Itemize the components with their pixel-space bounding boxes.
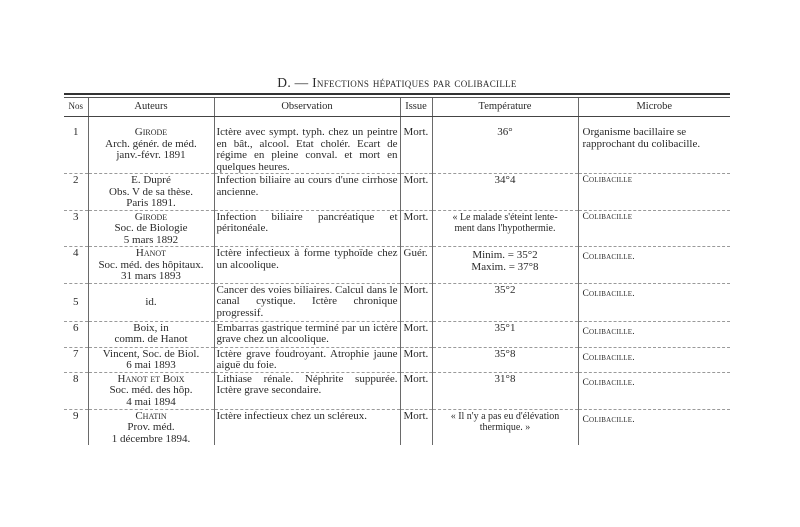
issue-cell: Guér.	[400, 247, 432, 284]
temperature-cell	[432, 321, 578, 347]
temperature-quote: « Il n'y a pas eu d'élévation	[450, 410, 560, 422]
col-header-auteurs: Auteurs	[88, 98, 214, 117]
row-number: 6	[64, 321, 88, 347]
auteurs-cell	[88, 210, 214, 247]
temperature-cell	[432, 409, 578, 445]
row-number: 8	[64, 372, 88, 409]
row-number: 7	[64, 347, 88, 372]
table-row	[64, 210, 730, 247]
table-row	[64, 247, 730, 284]
temperature-value: 35°1	[494, 321, 516, 334]
row-number: 2	[64, 174, 88, 211]
author-name: Hanot	[135, 247, 167, 259]
issue-cell: Mort.	[400, 283, 432, 321]
header-row	[64, 98, 730, 117]
microbe-cell: Colibacille.	[578, 247, 730, 284]
temperature-max: Maxim. = 37°8	[471, 260, 539, 273]
row-number: 3	[64, 210, 88, 247]
observation-cell: Ictère infectieux à forme typhoïde chez un alcoolique.	[214, 247, 400, 284]
author-date: 31 mars 1893	[121, 270, 181, 282]
temperature-cell	[432, 174, 578, 211]
microbe-cell: Colibacille.	[578, 347, 730, 372]
temperature-value: 36°	[497, 126, 513, 138]
issue-cell: Mort.	[400, 321, 432, 347]
microbe-cell: Colibacille.	[578, 321, 730, 347]
table-row	[64, 409, 730, 445]
temperature-cell	[432, 210, 578, 247]
microbe-text: Organisme bacillaire se rapprochant du colibacille.	[582, 126, 701, 150]
issue-cell: Mort.	[400, 409, 432, 445]
author-date: 4 mai 1894	[126, 395, 176, 408]
auteurs-cell	[88, 174, 214, 211]
auteurs-cell	[88, 347, 214, 372]
author-name: Chatin	[135, 409, 167, 422]
observation-cell: Ictère avec sympt. typh. chez un peintre en bât., alcool. Etat cholér. Ecart de régime en pleine conval. et mort en quelques heures.	[214, 117, 400, 174]
col-header-temperature: Température	[432, 98, 578, 117]
author-name: E. Dupré	[131, 174, 171, 186]
row-number: 9	[64, 409, 88, 445]
row-number: 1	[64, 117, 88, 174]
author-date: 5 mars 1892	[123, 233, 179, 246]
col-header-issue: Issue	[400, 98, 432, 117]
author-source: comm. de Hanot	[114, 333, 188, 345]
author-source: Soc. méd. des hôpitaux.	[98, 258, 204, 271]
observation-cell: Lithiase rénale. Néphrite suppurée. Ictère grave secondaire.	[214, 372, 400, 409]
temperature-cell	[432, 247, 578, 284]
author-date: 6 mai 1893	[126, 359, 176, 371]
document-page	[64, 72, 730, 462]
author-date: Paris 1891.	[126, 197, 176, 209]
author-source: Soc. de Biologie	[114, 222, 188, 234]
temperature-value: 31°8	[494, 372, 516, 385]
temperature-value: 35°2	[494, 283, 516, 296]
temperature-quote: ment dans l'hypothermie.	[454, 223, 556, 234]
auteurs-cell	[88, 321, 214, 347]
temperature-value: 35°8	[494, 347, 516, 360]
table-row	[64, 174, 730, 211]
microbe-cell: Colibacille	[578, 174, 730, 211]
temperature-quote: « Le malade s'éteint lente-	[452, 211, 558, 223]
title-rule	[64, 93, 730, 95]
author-name: Hanot et Boix	[117, 372, 185, 385]
issue-cell: Mort.	[400, 372, 432, 409]
author-name: Girode	[134, 210, 168, 223]
table-row	[64, 283, 730, 321]
temperature-min: Minim. = 35°2	[472, 249, 538, 261]
author-name: Boix, in	[133, 321, 169, 334]
table-row	[64, 321, 730, 347]
observation-cell: Embarras gastrique terminé par un ictère grave chez un alcoolique.	[214, 321, 400, 347]
infections-table	[64, 98, 730, 445]
observation-cell: Ictère grave foudroyant. Atrophie jaune aiguë du foie.	[214, 347, 400, 372]
author-source: Soc. méd. des hôp.	[109, 384, 193, 396]
table-row	[64, 117, 730, 174]
temperature-cell	[432, 372, 578, 409]
author-date: 1 décembre 1894.	[111, 432, 191, 445]
author-source: Obs. V de sa thèse.	[109, 185, 193, 198]
temperature-quote: thermique. »	[479, 422, 531, 433]
issue-cell: Mort.	[400, 174, 432, 211]
col-header-num: Nos	[64, 98, 88, 117]
col-header-observation: Observation	[214, 98, 400, 117]
table-row	[64, 372, 730, 409]
col-header-microbe: Microbe	[578, 98, 730, 117]
microbe-cell: Colibacille.	[578, 372, 730, 409]
author-name: id.	[145, 295, 157, 308]
issue-cell: Mort.	[400, 210, 432, 247]
temperature-cell	[432, 283, 578, 321]
author-name: Vincent, Soc. de Biol.	[102, 347, 200, 360]
auteurs-cell	[88, 372, 214, 409]
issue-cell: Mort.	[400, 117, 432, 174]
observation-cell: Ictère infectieux chez un scléreux.	[214, 409, 400, 445]
author-date: janv.-févr. 1891	[116, 149, 186, 161]
auteurs-cell	[88, 117, 214, 174]
issue-cell: Mort.	[400, 347, 432, 372]
author-name: Girode	[134, 126, 168, 138]
observation-cell: Infection biliaire pancréatique et péritonéale.	[214, 210, 400, 247]
temperature-cell	[432, 347, 578, 372]
temperature-cell	[432, 117, 578, 174]
observation-cell: Infection biliaire au cours d'une cirrhose ancienne.	[214, 174, 400, 211]
observation-cell: Cancer des voies biliaires. Calcul dans le canal cystique. Ictère chronique progressif.	[214, 283, 400, 321]
microbe-cell: Colibacille.	[578, 283, 730, 321]
row-number: 5	[64, 283, 88, 321]
temperature-value: 34°4	[494, 174, 516, 186]
table-row	[64, 347, 730, 372]
author-source: Arch. génér. de méd.	[105, 137, 197, 150]
row-number: 4	[64, 247, 88, 284]
microbe-cell: Colibacille	[578, 210, 730, 247]
microbe-cell	[578, 117, 730, 174]
auteurs-cell	[88, 283, 214, 321]
table-title: D. — Infections hépatiques par colibacille	[277, 75, 517, 90]
auteurs-cell	[88, 247, 214, 284]
microbe-cell: Colibacille.	[582, 414, 635, 425]
author-source: Prov. méd.	[127, 421, 175, 433]
auteurs-cell	[88, 409, 214, 445]
